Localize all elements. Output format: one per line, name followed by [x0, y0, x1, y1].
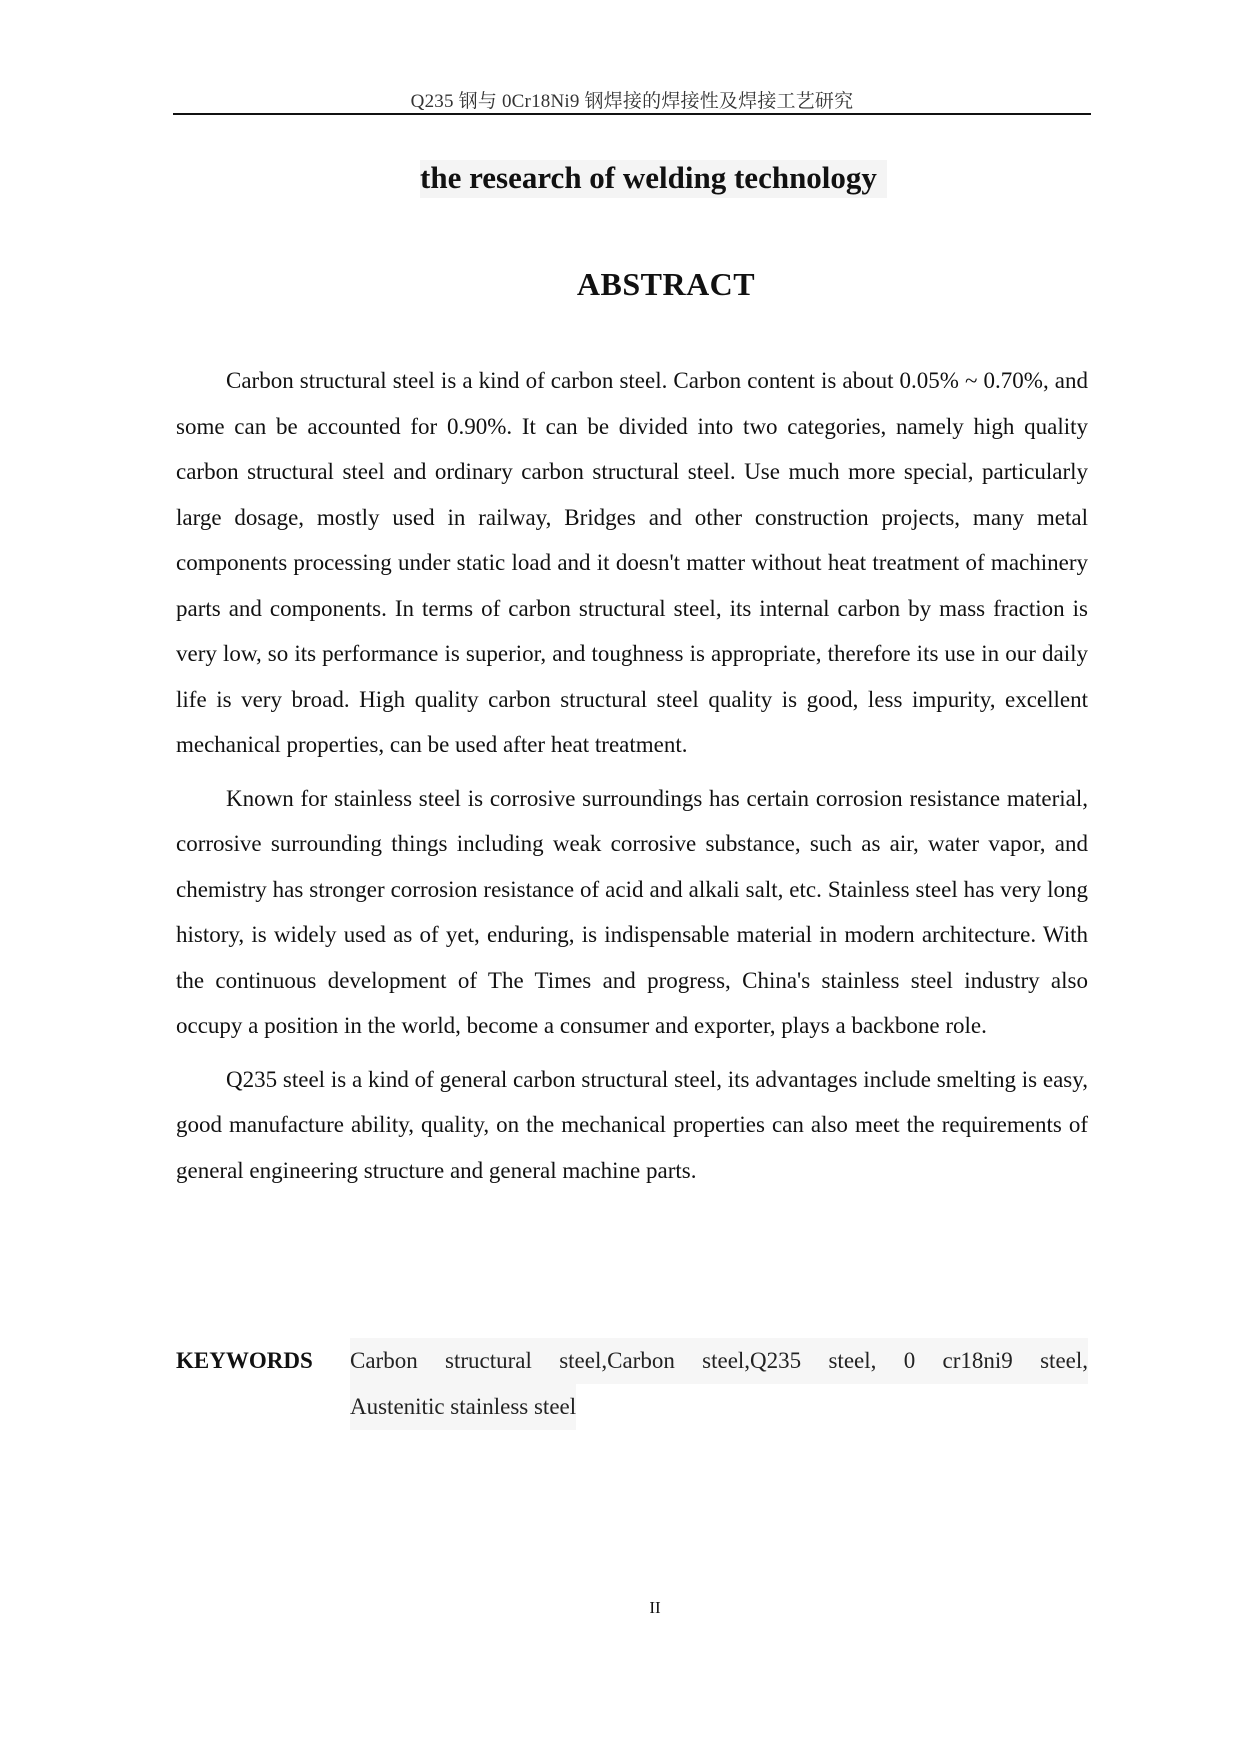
- abstract-paragraph: Carbon structural steel is a kind of carbon steel. Carbon content is about 0.05% ~ 0.70%, and some can be accounted for 0.90%. It can be divided into two categories, namely high quality carbon structural steel and ordinary carbon structural steel. Use much more special, particularly large dosage, mostly used in railway, Bridges and other construction projects, many metal components processing under static load and it doesn't matter without heat treatment of machinery parts and components. In terms of carbon structural steel, its internal carbon by mass fraction is very low, so its performance is superior, and toughness is appropriate, therefore its use in our daily life is very broad. High quality carbon structural steel quality is good, less impurity, excellent mechanical properties, can be used after heat treatment.: [176, 368, 1088, 757]
- page-number: II: [649, 1598, 661, 1617]
- paper-title: the research of welding technology: [420, 160, 887, 198]
- keywords-text-line1: Carbon structural steel,Carbon steel,Q235 steel, 0 cr18ni9 steel,: [350, 1338, 1088, 1384]
- running-header: Q235 钢与 0Cr18Ni9 钢焊接的焊接性及焊接工艺研究: [410, 91, 854, 112]
- abstract-paragraph: Q235 steel is a kind of general carbon structural steel, its advantages include smelting is easy, good manufacture ability, quality, on the mechanical properties can also meet the requirements of general engineering structure and general machine parts.: [176, 1066, 1088, 1183]
- keywords-text-line2: Austenitic stainless steel: [350, 1384, 576, 1430]
- keywords-label: KEYWORDS: [176, 1348, 313, 1373]
- abstract-body: [176, 358, 1088, 1201]
- header-rule: [173, 113, 1091, 115]
- abstract-heading: ABSTRACT: [576, 266, 756, 302]
- abstract-paragraph: Known for stainless steel is corrosive surroundings has certain corrosion resistance material, corrosive surrounding things including weak corrosive substance, such as air, water vapor, and chemistry has stronger corrosion resistance of acid and alkali salt, etc. Stainless steel has very long history, is widely used as of yet, enduring, is indispensable material in modern architecture. With the continuous development of The Times and progress, China's stainless steel industry also occupy a position in the world, become a consumer and exporter, plays a backbone role.: [176, 785, 1088, 1038]
